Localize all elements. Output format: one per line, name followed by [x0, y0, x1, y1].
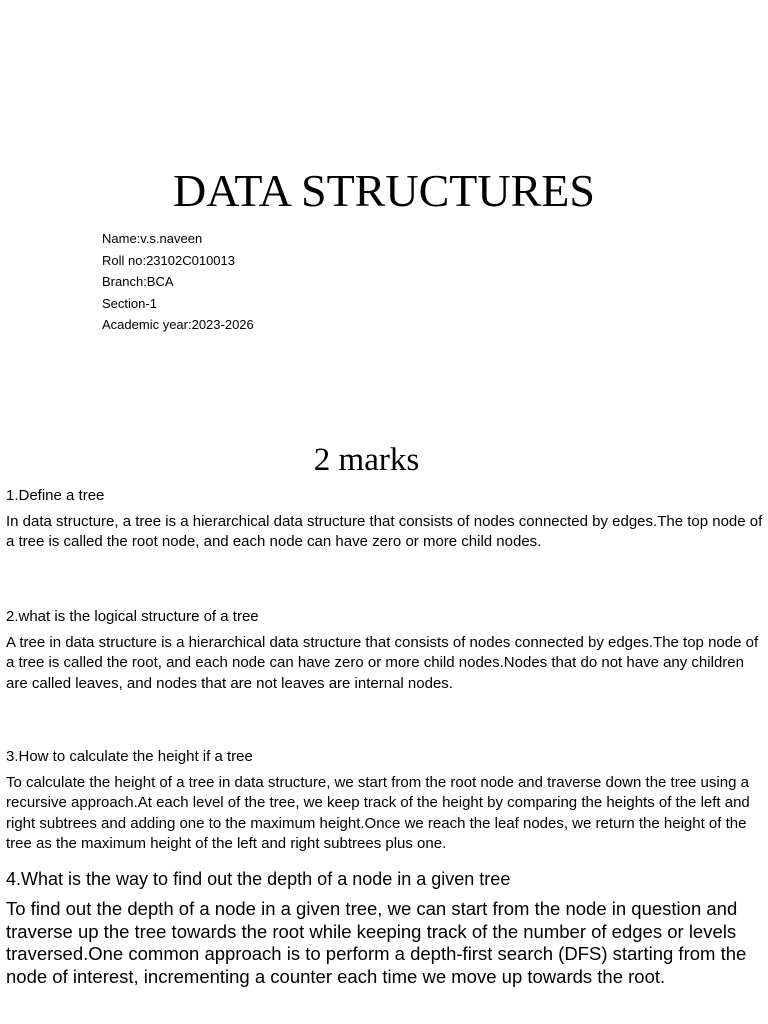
section-heading: 2 marks [313, 442, 420, 478]
student-roll-number: Roll no:23102C010013 [102, 252, 235, 268]
question-1: 1.Define a tree [6, 487, 105, 504]
answer-1: In data structure, a tree is a hierarchical data structure that consists of nodes connected by edges.The top node of a tree is called the root node, and each node can have zero or more child nodes. [6, 513, 763, 551]
document-title: DATA STRUCTURES [173, 165, 595, 216]
question-3: 3.How to calculate the height if a tree [6, 748, 253, 765]
answer-2: A tree in data structure is a hierarchical data structure that consists of nodes connected by edges.The top node of a tree is called the root, and each node can have zero or more child nodes.Nodes that do not have any children are called leaves, and nodes that are not leaves are internal nodes. [6, 634, 759, 692]
student-details [102, 228, 254, 336]
question-block-1 [6, 486, 764, 553]
question-block-3 [6, 747, 764, 875]
student-name: Name:v.s.naveen [102, 231, 203, 246]
question-block-2 [6, 607, 764, 694]
question-4: 4.What is the way to find out the depth of a node in a given tree [6, 869, 511, 889]
student-academic-year: Academic year:2023-2026 [102, 317, 254, 332]
answer-3: To calculate the height of a tree in data structure, we start from the root node and traverse down the tree using a recursive approach.At each level of the tree, we keep track of the height by comparing the heights of the left and right subtrees and adding one to the maximum height.Once we reach the leaf nodes, we return the height of the tree as the maximum height of the left and right subtrees plus one. [6, 774, 750, 852]
question-block-4 [6, 867, 764, 988]
question-2: 2.what is the logical structure of a tree [6, 608, 259, 625]
answer-4: To find out the depth of a node in a given tree, we can start from the node in question and traverse up the tree towards the root while keeping track of the number of edges or levels traversed.One common approach is to perform a depth-first search (DFS) starting from the node of interest, incrementing a counter each time we move up towards the root. [6, 898, 747, 987]
student-branch: Branch:BCA [102, 274, 174, 289]
student-section: Section-1 [102, 295, 157, 311]
